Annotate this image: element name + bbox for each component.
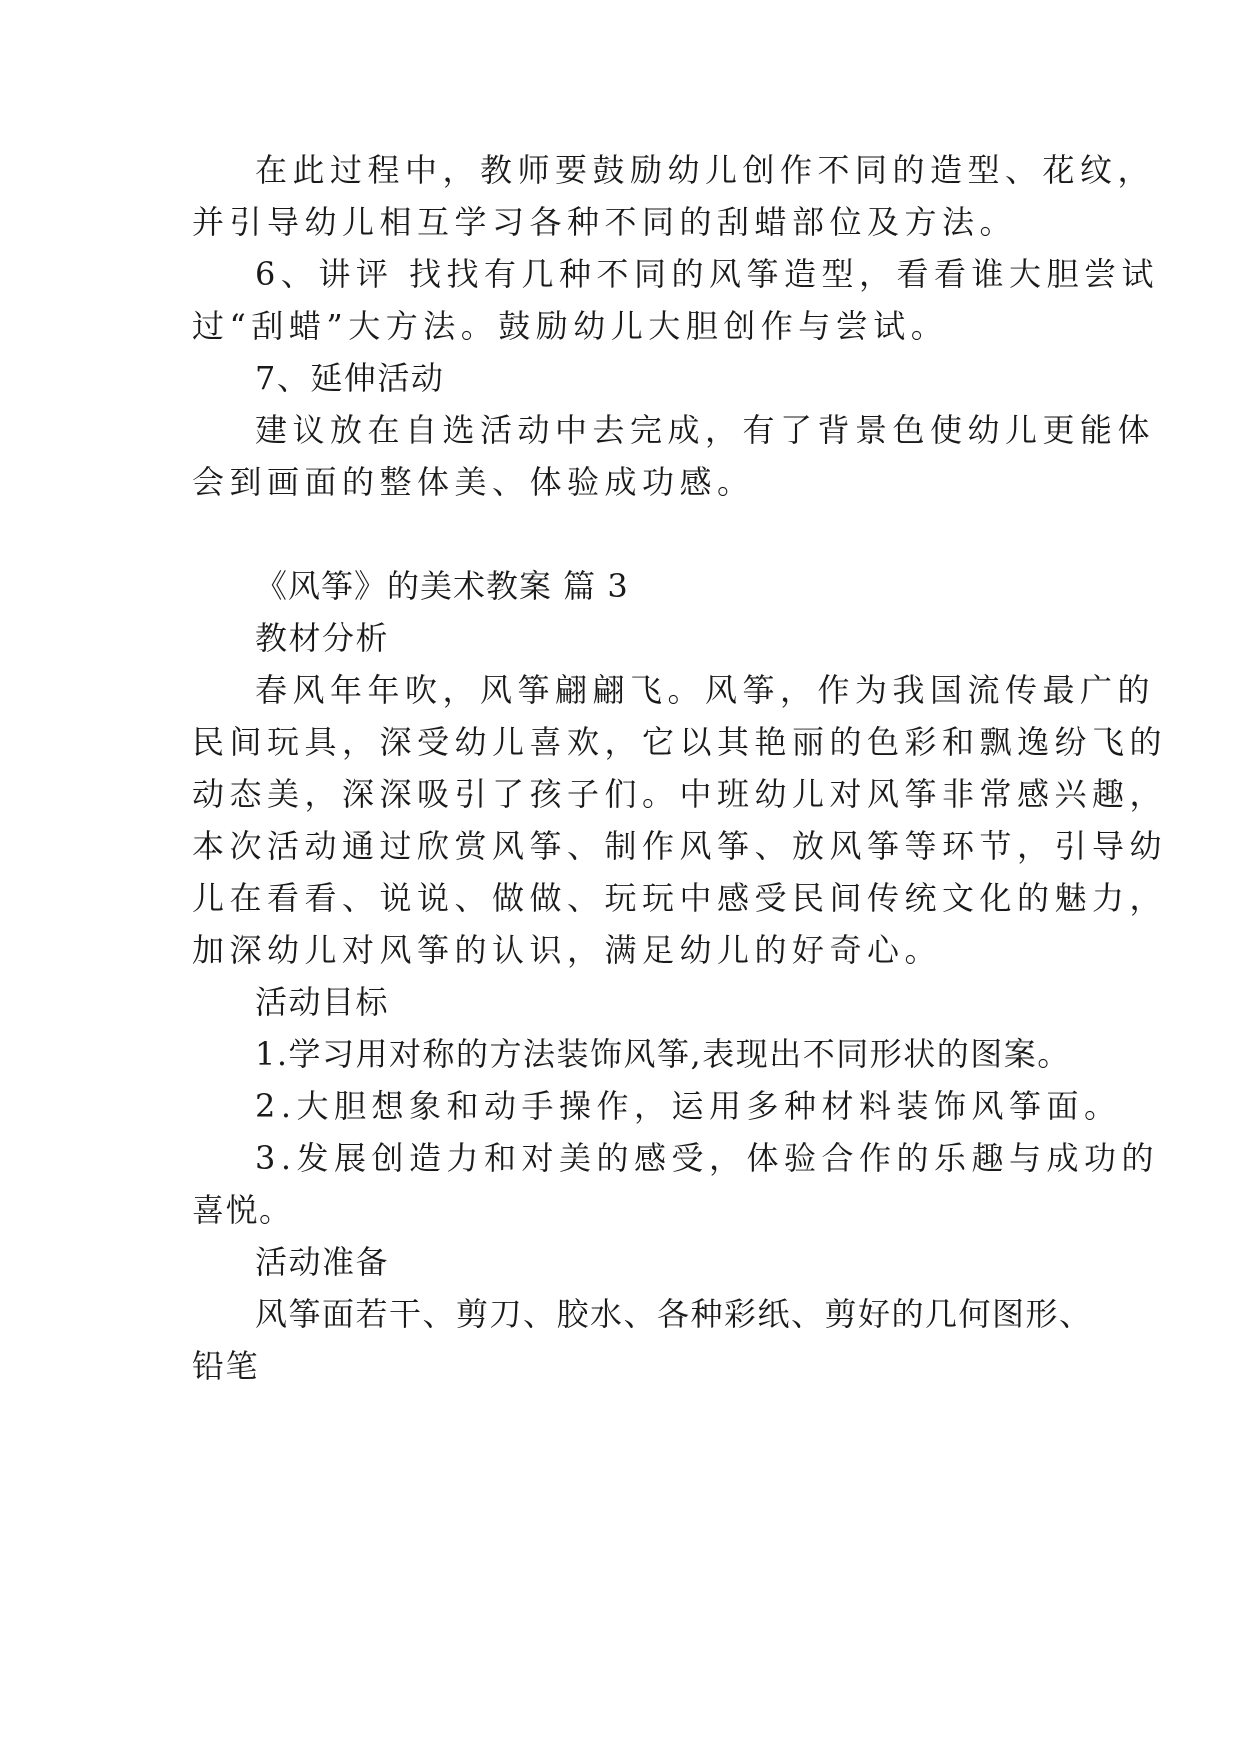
list-item: 3.发展创造力和对美的感受，体验合作的乐趣与成功的 (255, 1139, 1160, 1177)
paragraph-line: 民间玩具，深受幼儿喜欢，它以其艳丽的色彩和飘逸纷飞的 (192, 723, 1168, 761)
subheading: 活动准备 (255, 1243, 390, 1281)
paragraph-line: 铅笔 (192, 1347, 260, 1385)
section-title: 《风筝》的美术教案 篇 3 (255, 567, 629, 605)
subheading: 活动目标 (255, 983, 390, 1021)
paragraph-line: 春风年年吹，风筝翩翩飞。风筝，作为我国流传最广的 (255, 671, 1156, 709)
list-item: 2.大胆想象和动手操作，运用多种材料装饰风筝面。 (255, 1087, 1122, 1125)
subheading: 教材分析 (255, 619, 390, 657)
paragraph-line: 建议放在自选活动中去完成，有了背景色使幼儿更能体 (255, 411, 1156, 449)
list-item: 1.学习用对称的方法装饰风筝,表现出不同形状的图案。 (255, 1035, 1071, 1073)
paragraph-line: 本次活动通过欣赏风筝、制作风筝、放风筝等环节，引导幼 (192, 827, 1168, 865)
paragraph-line: 儿在看看、说说、做做、玩玩中感受民间传统文化的魅力， (192, 879, 1168, 917)
paragraph-line: 加深幼儿对风筝的认识，满足幼儿的好奇心。 (192, 931, 943, 969)
paragraph-line: 风筝面若干、剪刀、胶水、各种彩纸、剪好的几何图形、 (255, 1295, 1093, 1333)
paragraph-line: 6、讲评 找找有几种不同的风筝造型，看看谁大胆尝试 (255, 255, 1160, 293)
paragraph-line: 过“刮蜡”大方法。鼓励幼儿大胆创作与尝试。 (192, 307, 949, 345)
paragraph-line: 会到画面的整体美、体验成功感。 (192, 463, 755, 501)
paragraph-line: 7、延伸活动 (255, 359, 445, 397)
paragraph-line: 动态美，深深吸引了孩子们。中班幼儿对风筝非常感兴趣， (192, 775, 1168, 813)
paragraph-line: 喜悦。 (192, 1191, 293, 1229)
paragraph-line: 并引导幼儿相互学习各种不同的刮蜡部位及方法。 (192, 203, 1018, 241)
paragraph-line: 在此过程中，教师要鼓励幼儿创作不同的造型、花纹， (255, 151, 1156, 189)
